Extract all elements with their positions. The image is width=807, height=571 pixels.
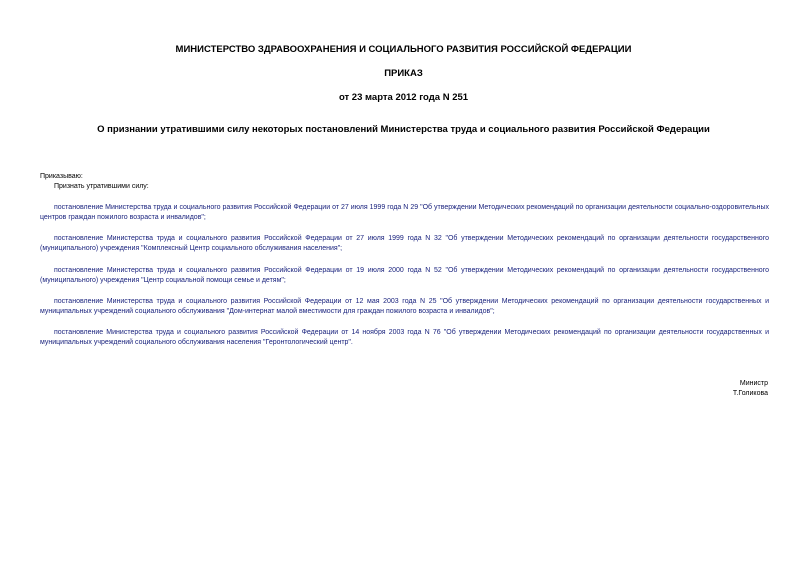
- list-item[interactable]: постановление Министерства труда и социального развития Российской Федерации от 12 мая 2003 года N 25 "Об утверждении Методических рекомендаций по организации деятельности государственных и муниципальных учреждений социального обслуживания "Дом-интернат малой вместимости для граждан пожилого возраста и инвалидов";: [40, 298, 769, 315]
- list-item[interactable]: постановление Министерства труда и социального развития Российской Федерации от 14 ноября 2003 года N 76 "Об утверждении Методических рекомендаций по организации деятельности государственных и муниципальных учреждений социального обслуживания населения "Геронтологический центр".: [40, 329, 769, 346]
- order-word: Приказываю:: [40, 173, 83, 180]
- document-date-number: от 23 марта 2012 года N 251: [338, 92, 469, 103]
- ministry-name: МИНИСТЕРСТВО ЗДРАВООХРАНЕНИЯ И СОЦИАЛЬНОГО РАЗВИТИЯ РОССИЙСКОЙ ФЕДЕРАЦИИ: [175, 44, 632, 55]
- list-item[interactable]: постановление Министерства труда и социального развития Российской Федерации от 27 июля 1999 года N 29 "Об утверждении Методических рекомендаций по организации деятельности социально-оздоровительных центров граждан пожилого возраста и инвалидов";: [40, 204, 769, 221]
- recognize-clause: Признать утратившими силу:: [54, 183, 149, 190]
- list-item[interactable]: постановление Министерства труда и социального развития Российской Федерации от 19 июля 2000 года N 52 "Об утверждении Методических рекомендаций по организации деятельности государственного (муниципального) учреждения "Центр социальной помощи семье и детям";: [40, 267, 769, 284]
- document-title: О признании утратившими силу некоторых постановлений Министерства труда и социального развития Российской Федерации: [97, 124, 710, 135]
- list-item[interactable]: постановление Министерства труда и социального развития Российской Федерации от 27 июля 1999 года N 32 "Об утверждении Методических рекомендаций по организации деятельности государственного (муниципального) учреждения "Комплексный Центр социального обслуживания населения";: [40, 235, 769, 252]
- signatory-name: Т.Голикова: [732, 390, 768, 397]
- document-type: ПРИКАЗ: [384, 68, 423, 79]
- signatory-position: Министр: [739, 380, 768, 387]
